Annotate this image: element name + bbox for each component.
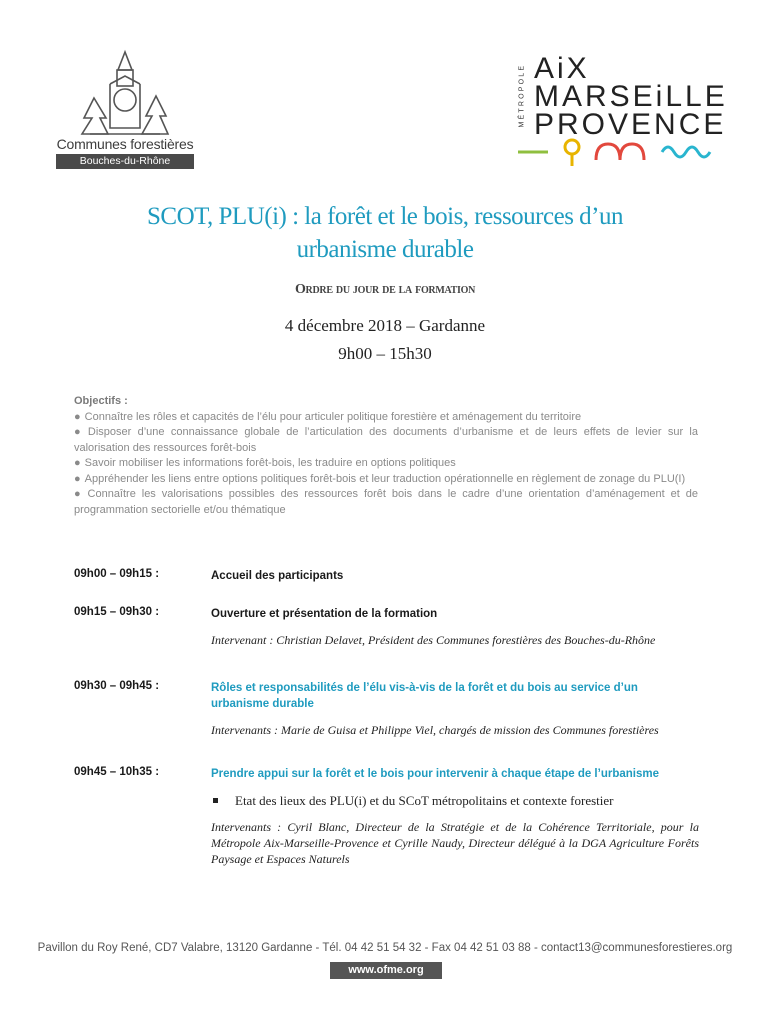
- aix-marseille-provence-logo: [512, 52, 728, 170]
- logo-line-aix: AiX: [534, 52, 590, 85]
- bullet-icon: ●: [74, 472, 81, 485]
- agenda-bullet: Etat des lieux des PLU(i) et du SCoT métropolitains et contexte forestier: [211, 792, 699, 809]
- event-hours: 9h00 – 15h30: [338, 344, 432, 363]
- agenda-time: 09h00 – 09h15 :: [74, 568, 160, 580]
- agenda-item-title: Prendre appui sur la forêt et le bois pour intervenir à chaque étape de l’urbanisme: [211, 768, 659, 780]
- objective-item: ● Connaître les valorisations possibles des ressources forêt bois dans le cadre d’une orientation d’aménagement et de programmation sectorielle et/ou thématique: [74, 488, 698, 516]
- agenda-speaker: Intervenants : Cyril Blanc, Directeur de la Stratégie et de la Cohérence Territoriale, pour la Métropole Aix-Marseille-Provence et Cyrille Naudy, Directeur délégué à la DGA Agriculture Forêts Paysage et Espaces Naturels: [211, 820, 699, 866]
- footer-website-link[interactable]: www.ofme.org: [330, 962, 442, 979]
- objective-item: ● Disposer d’une connaissance globale de l’articulation des documents d’urbanisme et de leurs effets de levier sur la valorisation des ressources forêt-bois: [74, 426, 698, 454]
- agenda-row: [74, 568, 700, 606]
- objectives-section: [74, 394, 698, 518]
- agenda-row: [74, 680, 700, 766]
- logo-title: Communes forestières: [56, 136, 194, 152]
- agenda-speaker: Intervenants : Marie de Guisa et Philippe Viel, chargés de mission des Communes forestières: [211, 723, 659, 737]
- agenda-row: [74, 606, 700, 680]
- title-line-1: SCOT, PLU(i) : la forêt et le bois, ressources d’un: [146, 203, 623, 230]
- agenda-time: 09h30 – 09h45 :: [74, 680, 160, 692]
- forest-church-icon: [80, 48, 170, 136]
- agenda-item-title: Rôles et responsabilités de l’élu vis-à-vis de la forêt et du bois au service d’un urbanisme durable: [211, 682, 638, 710]
- document-title: [60, 200, 710, 266]
- objective-item: ● Savoir mobiliser les informations forêt-bois, les traduire en options politiques: [74, 457, 456, 469]
- bullet-icon: ●: [74, 488, 84, 500]
- logo-metropole-label: MÉTROPOLE: [518, 63, 526, 128]
- agenda-item-title: Accueil des participants: [211, 570, 344, 582]
- objective-item: ● Connaître les rôles et capacités de l’élu pour articuler politique forestière et aménagement du territoire: [74, 410, 582, 423]
- logo-line-provence: PROVENCE: [534, 108, 727, 141]
- agenda-item-title: Ouverture et présentation de la formation: [211, 608, 438, 620]
- agenda-time: 09h15 – 09h30 :: [74, 606, 160, 618]
- objectives-heading: Objectifs :: [74, 395, 128, 407]
- agenda-time: 09h45 – 10h35 :: [74, 766, 160, 778]
- footer-address: Pavillon du Roy René, CD7 Valabre, 13120 Gardanne - Tél. 04 42 51 54 32 - Fax 04 42 51 03 88 - contact13@communesforestieres.org: [37, 942, 733, 954]
- bullet-icon: ●: [74, 426, 84, 438]
- square-bullet-icon: [213, 798, 218, 803]
- logo-line-marseille: MARSEiLLE: [534, 80, 728, 113]
- logo-symbols-icon: [514, 136, 714, 170]
- title-line-2: urbanisme durable: [296, 236, 474, 263]
- bullet-icon: ●: [74, 457, 81, 469]
- agenda-subtitle: Ordre du jour de la formation: [294, 282, 476, 297]
- objective-item: ● Appréhender les liens entre options politiques forêt-bois et leur traduction opérationnelle en règlement de zonage du PLU(I): [74, 472, 686, 485]
- event-date: 4 décembre 2018 – Gardanne: [284, 316, 486, 335]
- bullet-icon: ●: [74, 410, 81, 423]
- agenda-row: [74, 766, 700, 867]
- agenda-speaker: Intervenant : Christian Delavet, Président des Communes forestières des Bouches-du-Rhône: [211, 633, 656, 647]
- logo-subtitle: Bouches-du-Rhône: [56, 154, 194, 169]
- communes-forestieres-logo: [52, 48, 198, 170]
- agenda-list: [74, 568, 700, 867]
